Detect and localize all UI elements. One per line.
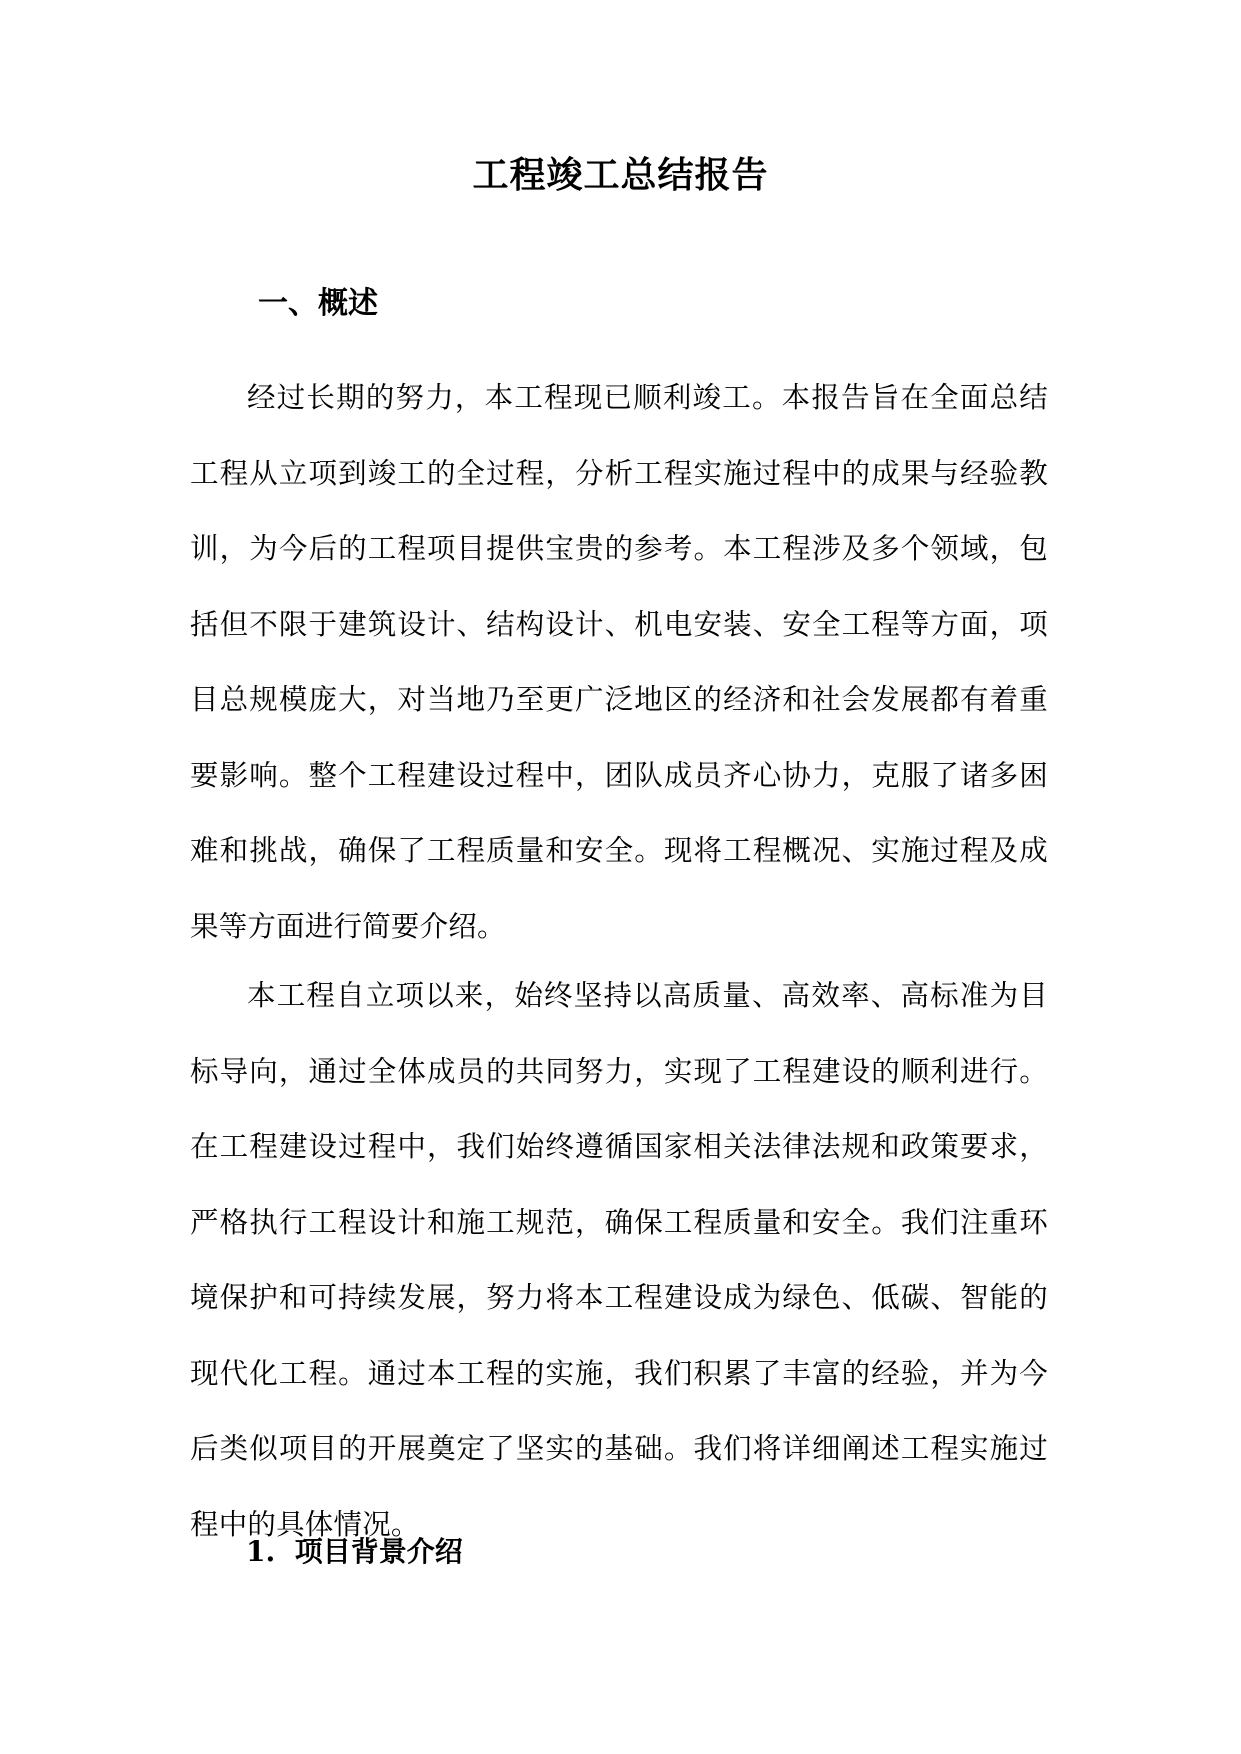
subsection-heading-project-background: 1. 项目背景介绍 — [246, 1535, 463, 1568]
paragraph: 经过长期的努力，本工程现已顺利竣工。本报告旨在全面总结工程从立项到竣工的全过程，分析工程实施过程中的成果与经验教训，为今后的工程项目提供宝贵的参考。本工程涉及多个领域，包括但不限于建筑设计、结构设计、机电安装、安全工程等方面，项目总规模庞大，对当地乃至更广泛地区的经济和社会发展都有着重要影响。整个工程建设过程中，团队成员齐心协力，克服了诸多困难和挑战，确保了工程质量和安全。现将工程概况、实施过程及成果等方面进行简要介绍。 — [190, 381, 1048, 943]
page-title: 工程竣工总结报告 — [472, 154, 769, 196]
section-heading-overview: 一、概述 — [258, 286, 378, 321]
paragraph: 本工程自立项以来，始终坚持以高质量、高效率、高标准为目标导向，通过全体成员的共同努力，实现了工程建设的顺利进行。在工程建设过程中，我们始终遵循国家相关法律法规和政策要求，严格执行工程设计和施工规范，确保工程质量和安全。我们注重环境保护和可持续发展，努力将本工程建设成为绿色、低碳、智能的现代化工程。通过本工程的实施，我们积累了丰富的经验，并为今后类似项目的开展奠定了坚实的基础。我们将详细阐述工程实施过程中的具体情况。 — [190, 979, 1048, 1541]
